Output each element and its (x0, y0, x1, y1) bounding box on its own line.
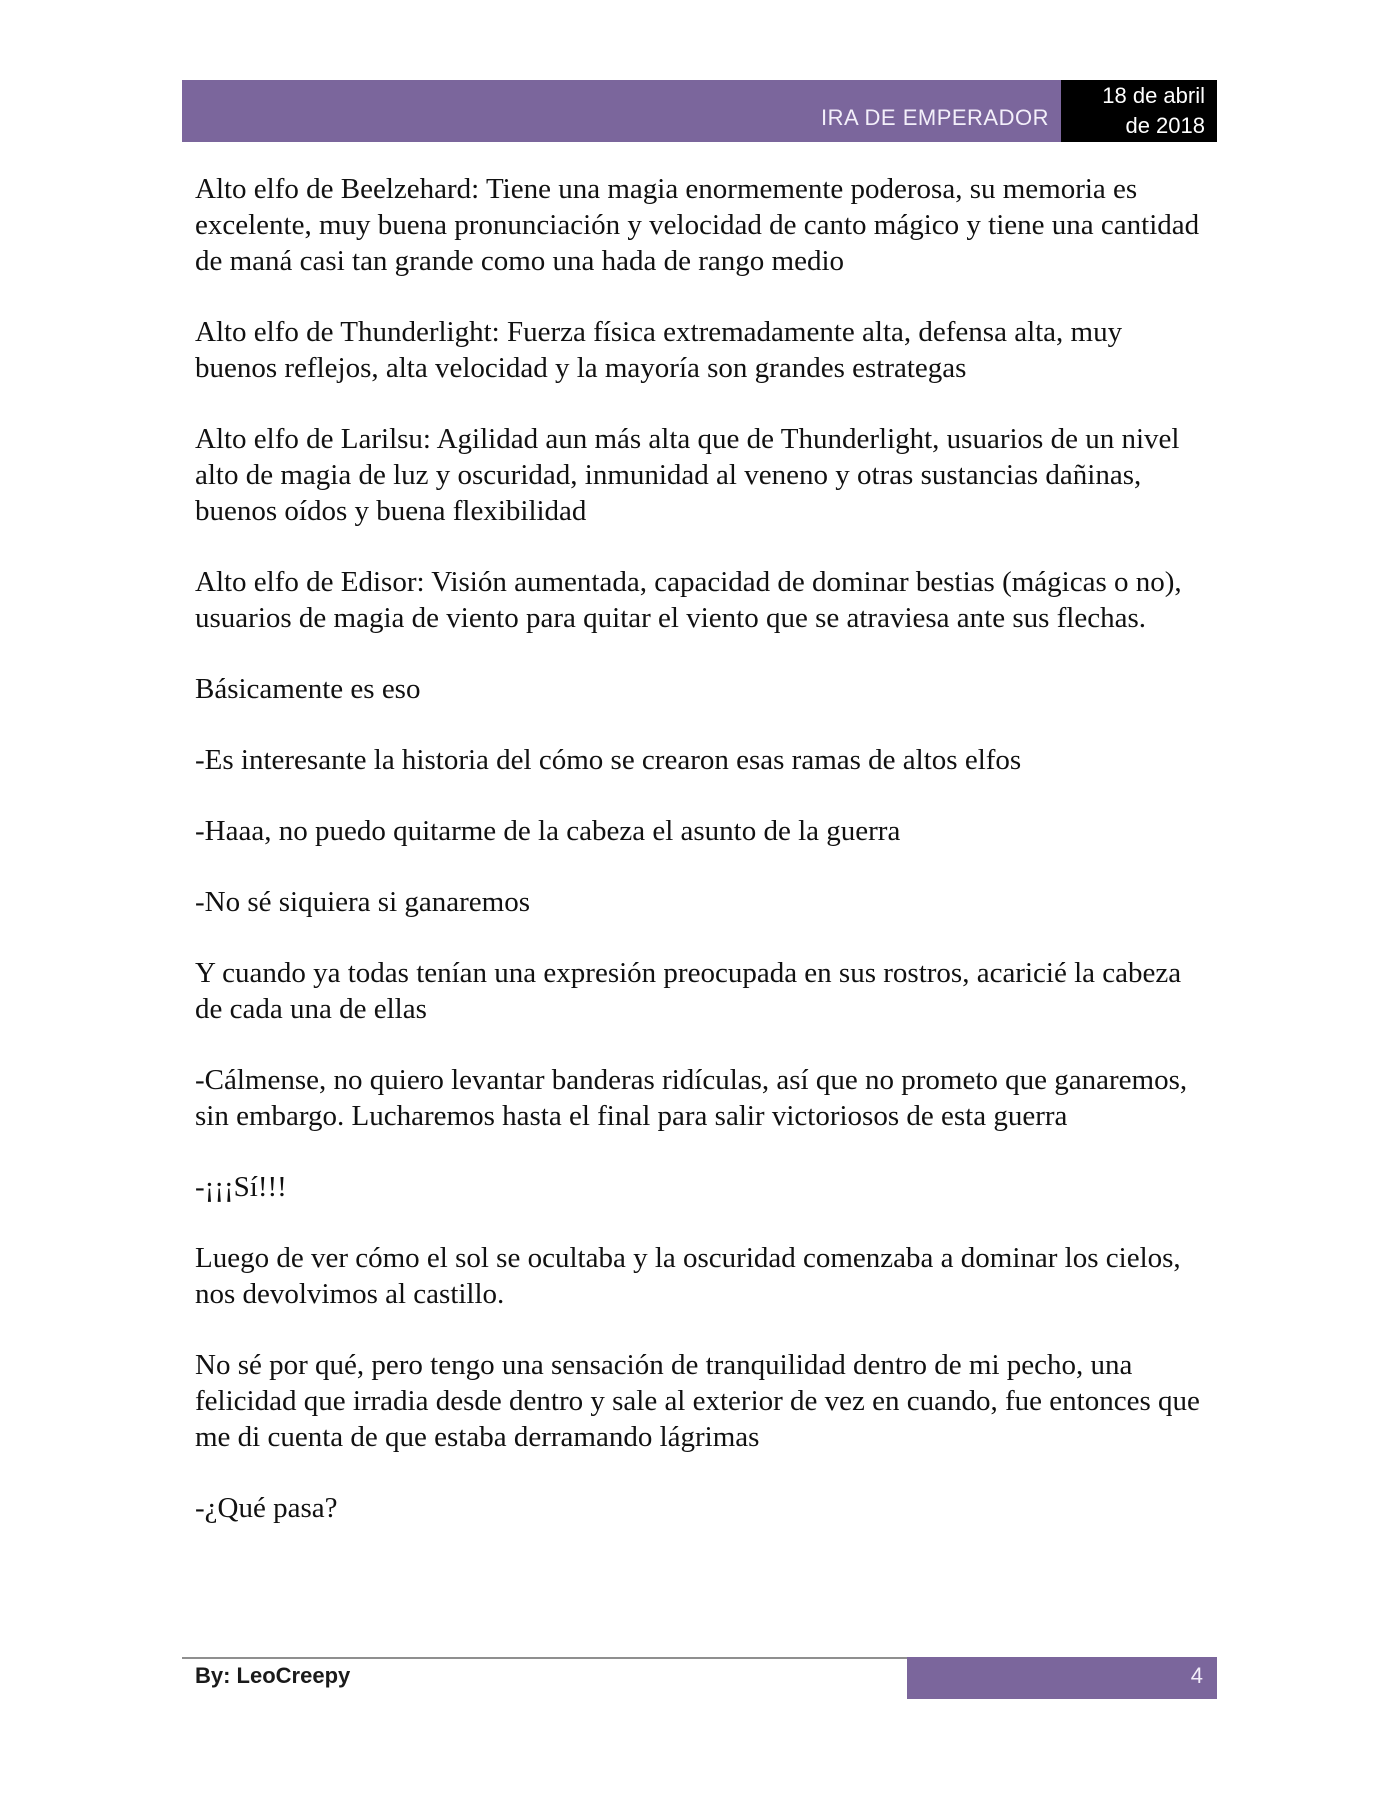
paragraph: Alto elfo de Beelzehard: Tiene una magia enormemente poderosa, su memoria es excelente, muy buena pronunciación y velocidad de canto mágico y tiene una cantidad de maná casi tan grande como una hada de rango medio (195, 173, 1200, 277)
footer-bar (907, 1657, 1217, 1699)
paragraph: Y cuando ya todas tenían una expresión preocupada en sus rostros, acaricié la cabeza de cada una de ellas (195, 957, 1182, 1025)
paragraph: Luego de ver cómo el sol se ocultaba y la oscuridad comenzaba a dominar los cielos, nos devolvimos al castillo. (195, 1242, 1181, 1310)
header-title: IRA DE EMPERADOR (820, 105, 1049, 130)
header-date-line1: 18 de abril (1102, 83, 1205, 108)
page-content (195, 171, 1210, 1561)
header-bar (182, 80, 1061, 142)
paragraph: -Cálmense, no quiero levantar banderas ridículas, así que no prometo que ganaremos, sin embargo. Lucharemos hasta el final para salir victoriosos de esta guerra (195, 1064, 1188, 1132)
footer-divider (182, 1657, 907, 1659)
paragraph: Básicamente es eso (195, 673, 421, 705)
page-header (182, 80, 1217, 142)
paragraph: No sé por qué, pero tengo una sensación de tranquilidad dentro de mi pecho, una felicidad que irradia desde dentro y sale al exterior de vez en cuando, fue entonces que me di cuenta de que estaba derramando lágrimas (195, 1349, 1200, 1453)
header-date (1061, 80, 1217, 142)
paragraph: Alto elfo de Thunderlight: Fuerza física extremadamente alta, defensa alta, muy buenos reflejos, alta velocidad y la mayoría son grandes estrategas (195, 316, 1123, 384)
footer-author: By: LeoCreepy (195, 1663, 351, 1688)
paragraph: -No sé siquiera si ganaremos (195, 886, 531, 918)
paragraph: Alto elfo de Edisor: Visión aumentada, capacidad de dominar bestias (mágicas o no), usuarios de magia de viento para quitar el viento que se atraviesa ante sus flechas. (195, 566, 1182, 634)
paragraph: Alto elfo de Larilsu: Agilidad aun más alta que de Thunderlight, usuarios de un nivel alto de magia de luz y oscuridad, inmunidad al veneno y otras sustancias dañinas, buenos oídos y buena flexibilidad (195, 423, 1180, 527)
paragraph: -¡¡¡Sí!!! (195, 1171, 287, 1203)
header-date-line2: de 2018 (1125, 113, 1205, 138)
paragraph: -¿Qué pasa? (195, 1492, 338, 1524)
paragraph: -Haaa, no puedo quitarme de la cabeza el asunto de la guerra (195, 815, 901, 847)
page-footer (182, 1657, 1217, 1699)
page-number: 4 (1190, 1663, 1203, 1688)
paragraph: -Es interesante la historia del cómo se crearon esas ramas de altos elfos (195, 744, 1022, 776)
